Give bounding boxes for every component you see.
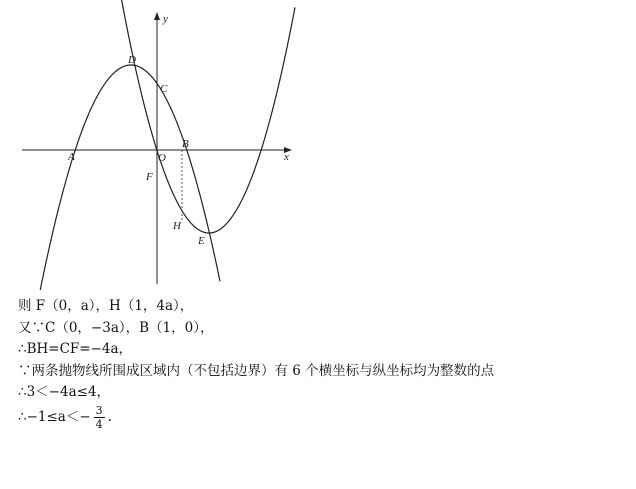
fraction-numerator: 3 bbox=[95, 403, 103, 417]
label-x: x bbox=[284, 151, 289, 163]
solution-line-2: 又∵C（0，−3a），B（1，0）， bbox=[18, 319, 214, 336]
label-d: D bbox=[128, 54, 136, 66]
solution-line-6 bbox=[18, 404, 494, 431]
label-e: E bbox=[198, 235, 205, 247]
label-a: A bbox=[68, 151, 75, 163]
label-f: F bbox=[146, 171, 153, 183]
line-6-prefix: ∴−1≤a＜− bbox=[18, 408, 91, 425]
fraction bbox=[94, 404, 105, 431]
label-y: y bbox=[163, 13, 168, 25]
label-b: B bbox=[182, 138, 189, 150]
solution-line-4: ∵两条抛物线所围成区域内（不包括边界）有 6 个横坐标与纵坐标均为整数的点 bbox=[18, 362, 495, 379]
solution-text bbox=[18, 296, 494, 431]
y-axis-arrow bbox=[154, 12, 160, 20]
label-o: O bbox=[158, 152, 166, 164]
label-c: C bbox=[160, 83, 168, 95]
solution-line-1: 则 F（0，a），H（1，4a）， bbox=[18, 298, 194, 314]
parabola-figure bbox=[0, 0, 320, 290]
solution-line-5: ∴3＜−4a≤4， bbox=[18, 384, 111, 400]
parabola-upward bbox=[115, 0, 295, 233]
solution-line-3: ∴BH=CF=−4a， bbox=[18, 341, 133, 357]
fraction-denominator: 4 bbox=[95, 417, 103, 431]
parabola-downward bbox=[38, 65, 220, 290]
line-6-suffix: . bbox=[107, 408, 112, 425]
label-h: H bbox=[173, 220, 181, 232]
